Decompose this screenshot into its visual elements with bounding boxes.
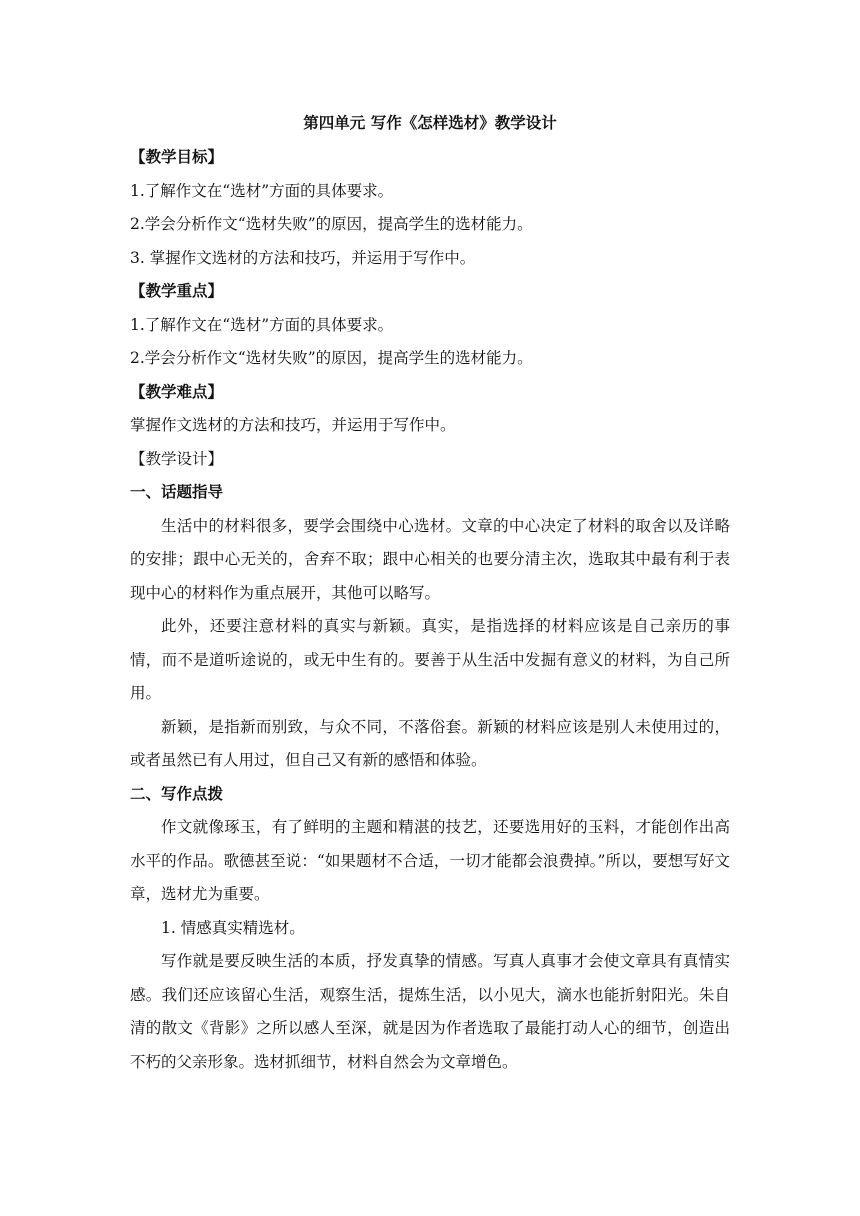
goals-heading: 【教学目标】: [130, 148, 224, 166]
goal-item: 1.了解作文在“选材”方面的具体要求。: [130, 181, 394, 200]
document-title: 第四单元 写作《怎样选材》教学设计: [303, 114, 557, 132]
part2-heading: 二、写作点拨: [130, 784, 224, 803]
body-paragraph: 生活中的材料很多，要学会围绕中心选材。文章的中心决定了材料的取舍以及详略的安排；跟中心无关的，舍弃不取；跟中心相关的也要分清主次，选取其中最有利于表现中心的材料作为重点展开，其他可以略写。: [130, 516, 730, 602]
body-paragraph: 作文就像琢玉，有了鲜明的主题和精湛的技艺，还要选用好的玉料，才能创作出高水平的作品。歌德甚至说：“如果题材不合适，一切才能都会浪费掉。”所以，要想写好文章，选材尤为重要。: [130, 818, 730, 903]
document-page: [130, 105, 730, 1079]
key-point-item: 1.了解作文在“选材”方面的具体要求。: [130, 315, 394, 334]
subsection-heading: 1. 情感真实精选材。: [161, 918, 305, 937]
body-paragraph: 新颖，是指新而别致，与众不同，不落俗套。新颖的材料应该是别人未使用过的，或者虽然已有人用过，但自己又有新的感悟和体验。: [130, 717, 730, 769]
difficulty-item: 掌握作文选材的方法和技巧，并运用于写作中。: [130, 416, 456, 434]
difficulties-heading: 【教学难点】: [130, 382, 224, 401]
part1-heading: 一、话题指导: [130, 483, 224, 501]
body-paragraph: 此外，还要注意材料的真实与新颖。真实，是指选择的材料应该是自己亲历的事情，而不是道听途说的，或无中生有的。要善于从生活中发掘有意义的材料，为自己所用。: [130, 617, 730, 702]
key-point-item: 2.学会分析作文“选材失败”的原因，提高学生的选材能力。: [130, 349, 533, 367]
design-heading: 【教学设计】: [130, 449, 224, 468]
goal-item: 3. 掌握作文选材的方法和技巧，并运用于写作中。: [130, 248, 476, 267]
goal-item: 2.学会分析作文“选材失败”的原因，提高学生的选材能力。: [130, 215, 533, 233]
body-paragraph: 写作就是要反映生活的本质，抒发真挚的情感。写真人真事才会使文章具有真情实感。我们还应该留心生活，观察生活，提炼生活，以小见大，滴水也能折射阳光。朱自清的散文《背影》之所以感人至深，就是因为作者选取了最能打动人心的细节，创造出不朽的父亲形象。选材抓细节，材料自然会为文章增色。: [130, 952, 730, 1071]
key-points-heading: 【教学重点】: [130, 282, 224, 300]
